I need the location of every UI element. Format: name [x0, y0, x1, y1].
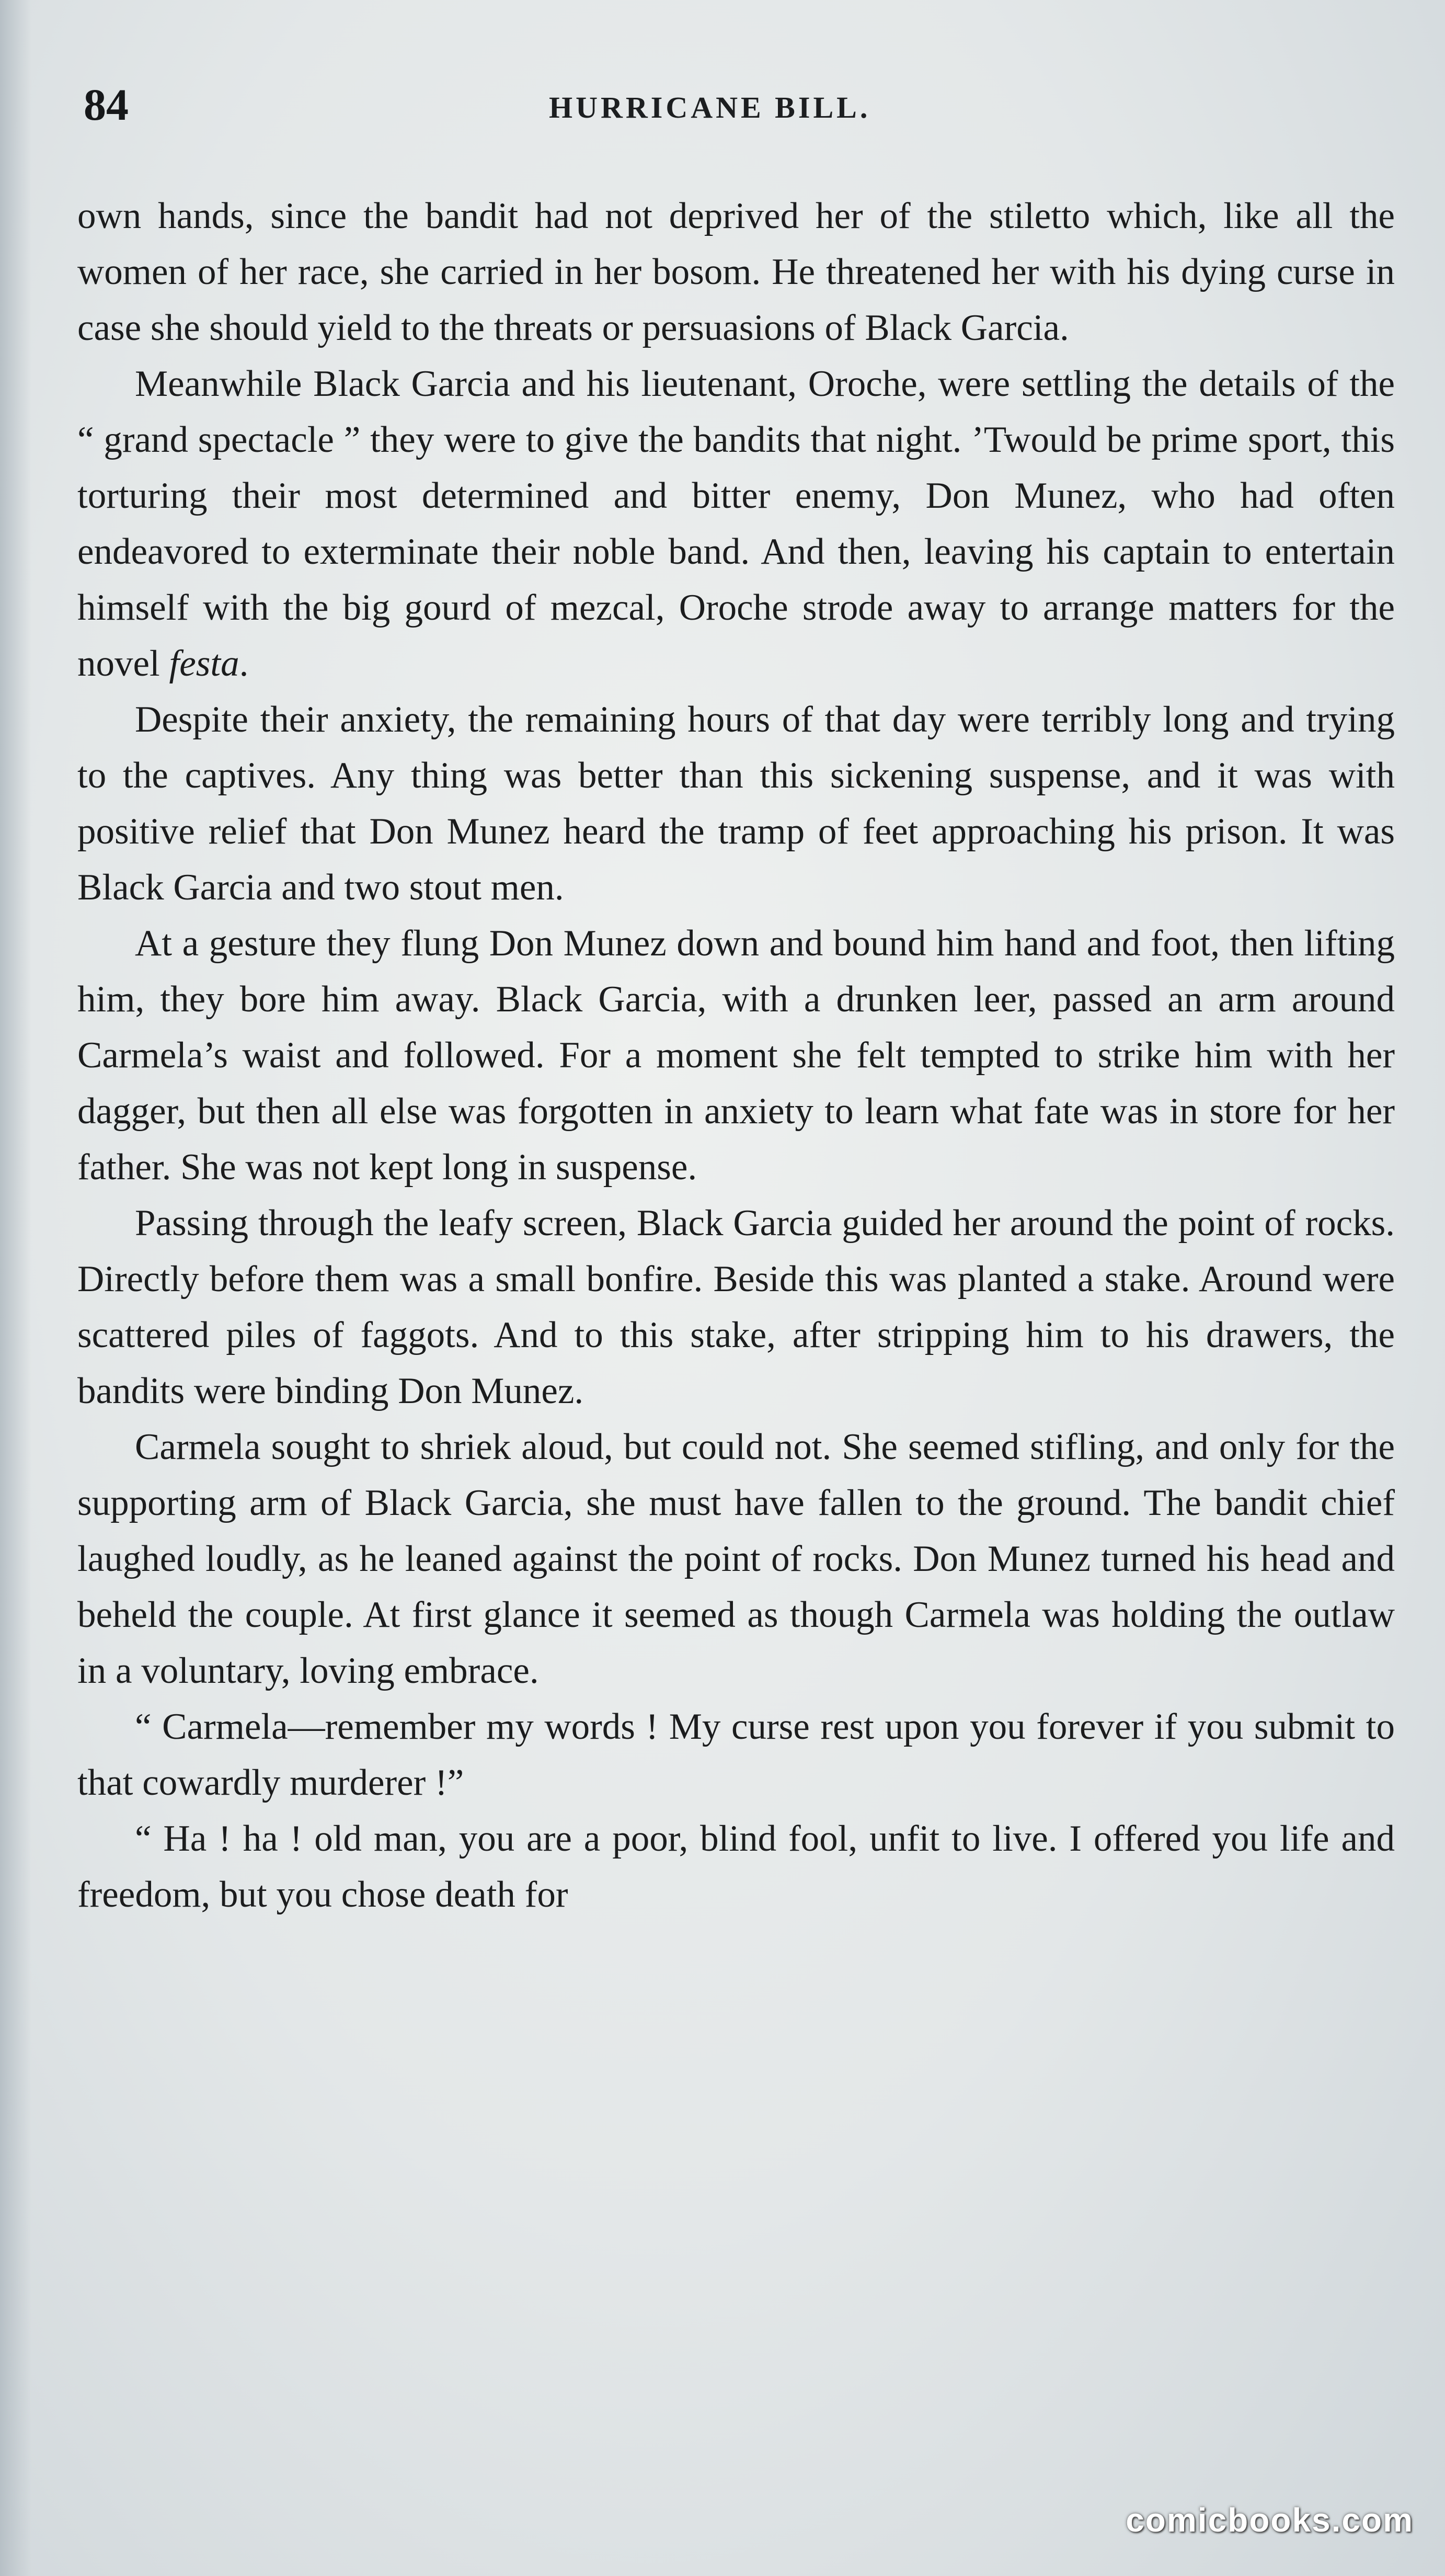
body-text: [77, 188, 1395, 1923]
paragraph-8: “ Ha ! ha ! old man, you are a poor, blind fool, unfit to live. I offered you life and freedom, but you chose death for: [77, 1818, 1395, 1915]
page-header: [78, 78, 1396, 136]
page-edge-shadow: [0, 0, 31, 2576]
paragraph-6: Carmela sought to shriek aloud, but could not. She seemed stifling, and only for the supporting arm of Black Garcia, she must have fallen to the ground. The bandit chief laughed loudly, as he leaned against the point of rocks. Don Munez turned his head and beheld the couple. At first glance it seemed as though Carmela was holding the outlaw in a voluntary, loving embrace.: [77, 1427, 1395, 1691]
paragraph-2-end: .: [239, 643, 249, 684]
paragraph-7: “ Carmela—remember my words ! My curse rest upon you forever if you submit to that cowardly murderer !”: [77, 1706, 1395, 1803]
paragraph-5: Passing through the leafy screen, Black Garcia guided her around the point of rocks. Directly before them was a small bonfire. Beside this was planted a stake. Around were scattered piles of faggots. And to this stake, after stripping him to his drawers, the bandits were binding Don Munez.: [77, 1203, 1395, 1411]
paragraph-2-text: Meanwhile Black Garcia and his lieutenant, Oroche, were settling the details of the “ grand spectacle ” they were to give the bandits that night. ’Twould be prime sport, this torturing their most determined and bitter enemy, Don Munez, who had often endeavored to exterminate their noble band. And then, leaving his captain to entertain himself with the big gourd of mezcal, Oroche strode away to arrange matters for the novel: [77, 363, 1395, 684]
paragraph-4: At a gesture they flung Don Munez down and bound him hand and foot, then lifting him, they bore him away. Black Garcia, with a drunken leer, passed an arm around Carmela’s waist and followed. For a moment she felt tempted to strike him with her dagger, but then all else was forgotten in anxiety to learn what fate was in store for her father. She was not kept long in suspense.: [77, 923, 1395, 1188]
paragraph-2-italic-word: festa: [169, 643, 239, 684]
paragraph-3: Despite their anxiety, the remaining hours of that day were terribly long and trying to the captives. Any thing was better than this sickening suspense, and it was with positive relief that Don Munez heard the tramp of feet approaching his prison. It was Black Garcia and two stout men.: [77, 699, 1395, 908]
page-number: 84: [84, 79, 129, 130]
paragraph-1: own hands, since the bandit had not deprived her of the stiletto which, like all the women of her race, she carried in her bosom. He threatened her with his dying curse in case she should yield to the threats or persuasions of Black Garcia.: [77, 196, 1395, 348]
site-watermark: comicbooks.com: [1126, 2501, 1414, 2539]
paragraph-2: [77, 356, 1395, 692]
running-title: HURRICANE BILL.: [549, 90, 871, 124]
